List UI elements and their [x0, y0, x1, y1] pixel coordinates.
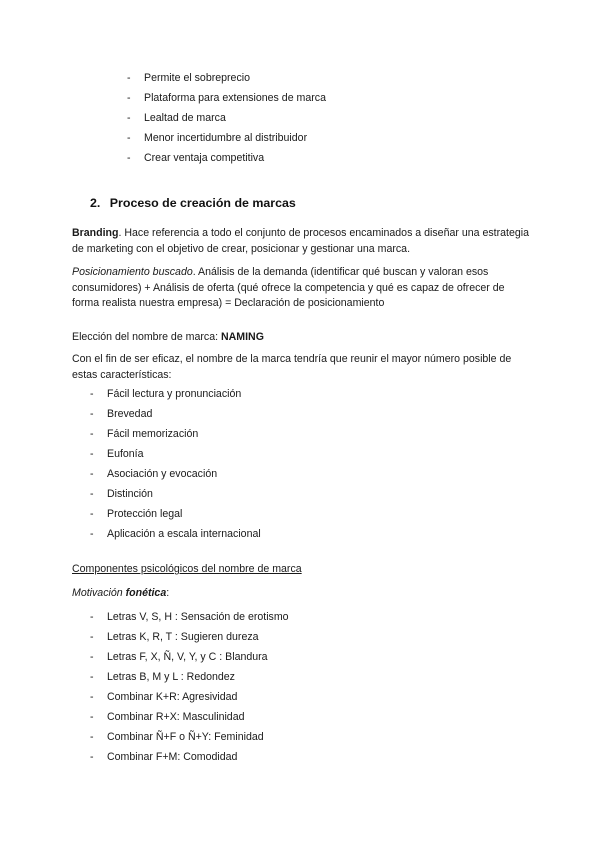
dash: - — [90, 448, 94, 460]
list-item-text: Brevedad — [107, 408, 153, 420]
posicionamiento-term: Posicionamiento buscado — [72, 266, 193, 278]
naming-line — [72, 331, 264, 343]
list-item-text: Fácil memorización — [107, 428, 199, 440]
dash: - — [90, 731, 94, 743]
dash: - — [90, 651, 94, 663]
motivacion-line — [72, 587, 169, 599]
dash: - — [90, 388, 94, 400]
components-heading: Componentes psicológicos del nombre de marca — [72, 563, 302, 575]
list-item-text: Menor incertidumbre al distribuidor — [144, 132, 308, 144]
list-item-text: Lealtad de marca — [144, 112, 226, 124]
naming-term: NAMING — [220, 331, 264, 343]
dash: - — [90, 468, 94, 480]
list-item-text: Asociación y evocación — [107, 468, 218, 480]
list-item-text: Crear ventaja competitiva — [144, 152, 265, 164]
dash: - — [90, 671, 94, 683]
naming-label: Elección del nombre de marca: — [72, 331, 221, 343]
list-item-text: Combinar R+X: Masculinidad — [107, 711, 245, 723]
motivacion-italic: Motivación — [72, 587, 126, 599]
list-item-text: Permite el sobreprecio — [144, 72, 250, 84]
list-item-text: Letras K, R, T : Sugieren dureza — [107, 631, 259, 643]
branding-text: . Hace referencia a todo el conjunto de procesos encaminados a diseñar una estrategia de marketing con el objetivo de crear, posicionar y gestionar una marca. — [72, 227, 529, 255]
list-item-text: Combinar F+M: Comodidad — [107, 751, 238, 763]
section-heading — [90, 196, 296, 210]
dash: - — [90, 528, 94, 540]
dash: - — [127, 152, 131, 164]
list-item-text: Protección legal — [107, 508, 183, 520]
posicionamiento-paragraph — [72, 265, 532, 312]
dash: - — [90, 611, 94, 623]
branding-paragraph — [72, 226, 532, 257]
dash: - — [90, 631, 94, 643]
dash: - — [90, 751, 94, 763]
dash: - — [90, 428, 94, 440]
dash: - — [90, 711, 94, 723]
dash: - — [90, 408, 94, 420]
dash: - — [90, 691, 94, 703]
section-number: 2. — [90, 196, 101, 210]
list-item-text: Aplicación a escala internacional — [107, 528, 261, 540]
list-item-text: Combinar Ñ+F o Ñ+Y: Feminidad — [107, 731, 264, 743]
section-title: Proceso de creación de marcas — [109, 196, 296, 210]
dash: - — [90, 488, 94, 500]
posicionamiento-text: . Análisis de la demanda (identificar qué buscan y valoran esos consumidores) + Análisis de oferta (qué ofrece la competencia y qué es capaz de ofrecer de forma realista nuestra empresa) = Declaración de posicionamiento — [72, 266, 505, 309]
dash: - — [90, 508, 94, 520]
list-item-text: Letras F, X, Ñ, V, Y, y C : Blandura — [107, 651, 268, 663]
naming-intro: Con el fin de ser eficaz, el nombre de la marca tendría que reunir el mayor número posible de estas características: — [72, 353, 512, 381]
list-item-text: Plataforma para extensiones de marca — [144, 92, 326, 104]
branding-term: Branding — [72, 227, 119, 239]
list-item-text: Fácil lectura y pronunciación — [107, 388, 242, 400]
motivacion-bold: fonética — [125, 587, 167, 599]
list-item-text: Eufonía — [107, 448, 144, 460]
dash: - — [127, 72, 131, 84]
list-item-text: Distinción — [107, 488, 153, 500]
dash: - — [127, 92, 131, 104]
list-item-text: Letras V, S, H : Sensación de erotismo — [107, 611, 289, 623]
list-item-text: Letras B, M y L : Redondez — [107, 671, 235, 683]
dash: - — [127, 112, 131, 124]
list-item-text: Combinar K+R: Agresividad — [107, 691, 238, 703]
dash: - — [127, 132, 131, 144]
motivacion-suffix: : — [166, 587, 170, 599]
